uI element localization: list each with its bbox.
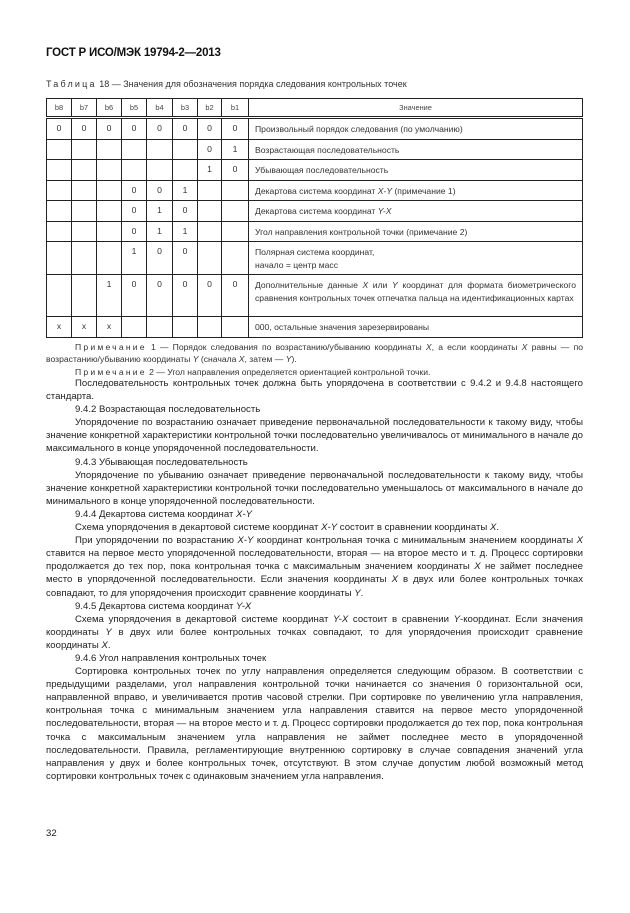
bit-cell xyxy=(147,139,173,160)
bit-cell: 0 xyxy=(147,118,173,140)
value-cell: Возрастающая последовательность xyxy=(249,139,583,160)
bit-cell xyxy=(147,317,173,338)
italic: X xyxy=(576,535,583,547)
bit-cell: 0 xyxy=(147,180,173,201)
bit-cell: 1 xyxy=(97,275,122,317)
column-header: b2 xyxy=(198,99,222,118)
bit-cell xyxy=(47,139,72,160)
bit-cell: 1 xyxy=(173,221,198,242)
value-text: Декартова система координат xyxy=(255,206,378,216)
bit-cell xyxy=(198,242,222,275)
value-line: Полярная система координат, xyxy=(255,247,375,257)
bit-cell: 0 xyxy=(173,275,198,317)
bit-cell xyxy=(97,242,122,275)
value-italic: X xyxy=(362,280,369,290)
bit-cell xyxy=(72,275,97,317)
value-cell: 000, остальные значения зарезервированы xyxy=(249,317,583,338)
table-row xyxy=(47,275,583,317)
bit-cell: 1 xyxy=(147,201,173,222)
italic: X xyxy=(101,639,108,651)
bit-cell: 1 xyxy=(122,242,147,275)
value-cell xyxy=(249,242,583,275)
title-italic: X-Y xyxy=(236,508,253,520)
bit-cell xyxy=(97,221,122,242)
note-text: , затем — xyxy=(244,354,286,365)
text: ставится на первое место упорядоченной последовательности, вторая — на второе место и т. д. Процесс сортировки продолжается до тех пор, пока контрольная точка с максимальным значением координаты xyxy=(46,548,583,573)
bit-cell: 0 xyxy=(122,118,147,140)
value-italic: Y xyxy=(392,280,398,290)
bit-cell: 1 xyxy=(222,139,249,160)
section-9-4-6-text: Сортировка контрольных точек по углу направления определяется следующим образом. В соответствии с предыдущими разделами, угол направления контрольной точки начинается со значения 0 горизонтальной оси, направленной вправо, и увеличивается против часовой стрелки. При сортировке по увеличению угла направления, контрольная точка с минимальным значением угла направления ставится на первое место упорядоченной последовательности, вторая — на второе место и т. д. Процесс сортировки продолжается до тех пор, пока контрольная точка с максимальным значением угла направления не займет последнее место в упорядоченной последовательности. Правила, регламентирующие внутреннюю сортировку в случае совпадения значений угла направления у двух и более контрольных точек, отсутствуют. В этом случае допустим любой возможный метод сортировки контрольных точек с одинаковым значением угла направления. xyxy=(46,666,583,782)
bit-cell: 0 xyxy=(147,242,173,275)
bit-cell: 0 xyxy=(122,221,147,242)
column-header: b7 xyxy=(72,99,97,118)
bit-cell xyxy=(198,221,222,242)
note-1 xyxy=(46,341,583,366)
bit-cell: 0 xyxy=(222,118,249,140)
column-header: b1 xyxy=(222,99,249,118)
value-text: координат для формата биометрического сравнения контрольных точек отпечатка пальца на идентификационных картах xyxy=(255,280,576,303)
bit-cell: 1 xyxy=(147,221,173,242)
note-text: (сначала xyxy=(198,354,239,365)
bit-cell: x xyxy=(47,317,72,338)
title-italic: Y-X xyxy=(236,600,252,612)
bit-cell: 0 xyxy=(173,201,198,222)
bit-cell xyxy=(97,160,122,181)
bit-cell xyxy=(122,317,147,338)
text: состоит в сравнении xyxy=(348,613,454,625)
bit-cell xyxy=(222,180,249,201)
italic: Y xyxy=(453,613,460,625)
document-header: ГОСТ Р ИСО/МЭК 19794-2—2013 xyxy=(46,47,221,59)
italic: X xyxy=(489,522,497,534)
bit-cell xyxy=(122,139,147,160)
bit-cell xyxy=(198,317,222,338)
bit-cell xyxy=(72,242,97,275)
bit-cell: x xyxy=(97,317,122,338)
title-text: 9.4.5 Декартова система координат xyxy=(75,600,237,612)
text: Схема упорядочения в декартовой системе координат xyxy=(75,522,322,534)
section-9-4-4-para-2 xyxy=(46,534,583,599)
note-text: — Угол направления определяется ориентацией контрольной точки. xyxy=(153,366,431,377)
bit-cell xyxy=(198,201,222,222)
text: -координат. Если значения координаты xyxy=(46,613,584,638)
section-9-4-3-text: Упорядочение по убыванию означает приведение первоначальной последовательности к такому виду, чтобы значение конкретной характеристики контрольной точки последовательно уменьшалось от максимального в начале до минимального в конце упорядоченной последовательности. xyxy=(46,469,583,507)
bit-cell xyxy=(222,221,249,242)
bit-cell xyxy=(47,275,72,317)
table-row xyxy=(47,180,583,201)
bit-cell: 0 xyxy=(122,201,147,222)
bit-cell xyxy=(47,160,72,181)
bit-cell xyxy=(173,317,198,338)
note-number: 2 xyxy=(149,366,154,377)
value-cell xyxy=(249,275,583,317)
value-line: начало = центр масс xyxy=(255,259,339,270)
italic: Y-X xyxy=(333,613,349,625)
text: состоит в сравнении координаты xyxy=(337,522,490,534)
value-cell xyxy=(249,180,583,201)
note-italic: X xyxy=(521,342,528,352)
paragraph-intro: Последовательность контрольных точек должна быть упорядочена в соответствии с 9.4.2 и 9.4.8 настоящего стандарта. xyxy=(46,378,583,403)
bit-cell: 0 xyxy=(47,118,72,140)
note-italic: Y xyxy=(192,354,199,365)
bit-cell: 0 xyxy=(122,180,147,201)
bit-cell xyxy=(97,139,122,160)
bit-cell: 0 xyxy=(222,275,249,317)
bit-cell: x xyxy=(72,317,97,338)
bit-cell: 1 xyxy=(173,180,198,201)
bit-cell xyxy=(72,221,97,242)
table-row xyxy=(47,201,583,222)
table-header-row xyxy=(47,99,583,118)
column-header: b8 xyxy=(47,99,72,118)
note-label: Примечание xyxy=(75,366,147,377)
column-header: b6 xyxy=(97,99,122,118)
section-9-4-3-title: 9.4.3 Убывающая последовательность xyxy=(75,456,248,468)
table-caption-text: 18 — Значения для обозначения порядка следования контрольных точек xyxy=(99,79,407,89)
bit-cell: 1 xyxy=(198,160,222,181)
value-text: (примечание 1) xyxy=(392,185,456,196)
text: . xyxy=(360,587,364,599)
note-italic: X xyxy=(425,342,432,352)
table-row xyxy=(47,118,583,140)
note-italic: X xyxy=(238,354,245,365)
value-cell xyxy=(249,201,583,222)
note-text: равны — по возрастанию/убыванию координаты xyxy=(46,342,584,365)
text: При упорядочении по возрастанию xyxy=(75,535,238,547)
note-text: — Порядок следования по возрастанию/убыванию координаты xyxy=(155,342,426,352)
text: не займет последнее место в упорядоченной последовательности. Если значения координаты xyxy=(46,561,583,586)
table-row xyxy=(47,160,583,181)
italic: X xyxy=(391,574,398,586)
table-caption-label: Таблица xyxy=(46,79,97,89)
bit-cell xyxy=(47,221,72,242)
bit-cell xyxy=(47,242,72,275)
italic: X-Y xyxy=(321,522,338,534)
table-row xyxy=(47,221,583,242)
value-cell: Угол направления контрольной точки (примечание 2) xyxy=(249,221,583,242)
bit-cell: 0 xyxy=(72,118,97,140)
bit-cell xyxy=(72,139,97,160)
bit-cell: 0 xyxy=(173,118,198,140)
bit-cell: 0 xyxy=(173,242,198,275)
table-row xyxy=(47,317,583,338)
italic: Y xyxy=(105,626,112,638)
bit-cell xyxy=(97,201,122,222)
note-text: ). xyxy=(291,354,297,365)
bit-cell xyxy=(47,180,72,201)
italic: X-Y xyxy=(237,535,254,547)
bit-cell: 0 xyxy=(198,275,222,317)
body-text xyxy=(46,377,583,783)
bit-cell: 0 xyxy=(198,118,222,140)
page-number: 32 xyxy=(46,828,57,839)
text: Схема упорядочения в декартовой системе координат xyxy=(75,613,333,625)
bit-cell xyxy=(173,160,198,181)
bit-cell: 0 xyxy=(198,139,222,160)
bit-cell xyxy=(72,160,97,181)
bit-cell: 0 xyxy=(147,275,173,317)
bit-cell: 0 xyxy=(222,160,249,181)
bit-cell xyxy=(122,160,147,181)
bit-values-table xyxy=(46,98,583,338)
note-italic: Y xyxy=(285,354,292,365)
value-text: или xyxy=(368,280,393,290)
text: . xyxy=(107,639,111,651)
column-header: b3 xyxy=(173,99,198,118)
section-9-4-5-text xyxy=(46,613,583,652)
column-header-value: Значение xyxy=(249,99,583,118)
bit-cell xyxy=(72,201,97,222)
italic: X xyxy=(474,561,481,573)
bit-cell xyxy=(147,160,173,181)
note-label: Примечание xyxy=(75,342,147,352)
section-9-4-4-para-1 xyxy=(46,521,583,534)
section-9-4-2-title: 9.4.2 Возрастающая последовательность xyxy=(75,404,261,416)
bit-cell: 0 xyxy=(122,275,147,317)
section-9-4-2-text: Упорядочение по возрастанию означает приведение первоначальной последовательности к такому виду, чтобы значение конкретной характеристики контрольной точки последовательно увеличивалось от минимального в начале до максимального в конце упорядоченной последовательности. xyxy=(46,417,583,455)
text: координат контрольная точка с минимальным значением координаты xyxy=(253,535,577,547)
bit-cell xyxy=(222,242,249,275)
note-text: , а если координаты xyxy=(431,342,522,352)
note-number: 1 xyxy=(150,342,156,352)
bit-cell: 0 xyxy=(97,118,122,140)
bit-cell xyxy=(97,180,122,201)
bit-cell xyxy=(47,201,72,222)
value-italic: X-Y xyxy=(377,185,393,196)
table-notes xyxy=(46,341,583,378)
title-text: 9.4.4 Декартова система координат xyxy=(75,508,237,520)
text: . xyxy=(496,522,500,534)
text: в двух или более контрольных точках совпадают, то для упорядочения происходит сравнение координаты xyxy=(46,574,583,599)
section-9-4-6-title: 9.4.6 Угол направления контрольных точек xyxy=(75,652,267,664)
bit-cell xyxy=(222,201,249,222)
value-text: Декартова система координат xyxy=(255,185,378,196)
table-row xyxy=(47,139,583,160)
bit-cell xyxy=(198,180,222,201)
value-cell: Произвольный порядок следования (по умолчанию) xyxy=(249,118,583,140)
bit-cell xyxy=(173,139,198,160)
italic: Y xyxy=(354,587,361,599)
section-9-4-5-title xyxy=(46,600,583,613)
table-caption xyxy=(46,79,407,89)
column-header: b4 xyxy=(147,99,173,118)
bit-cell xyxy=(222,317,249,338)
text: в двух или более контрольных точках совпадают, то для упорядочения происходит сравнение координаты xyxy=(46,626,583,651)
column-header: b5 xyxy=(122,99,147,118)
bit-cell xyxy=(72,180,97,201)
value-cell: Убывающая последовательность xyxy=(249,160,583,181)
table-row xyxy=(47,242,583,275)
value-italic: Y-X xyxy=(377,206,392,216)
value-text: Дополнительные данные xyxy=(255,280,363,290)
section-9-4-4-title xyxy=(46,508,583,521)
